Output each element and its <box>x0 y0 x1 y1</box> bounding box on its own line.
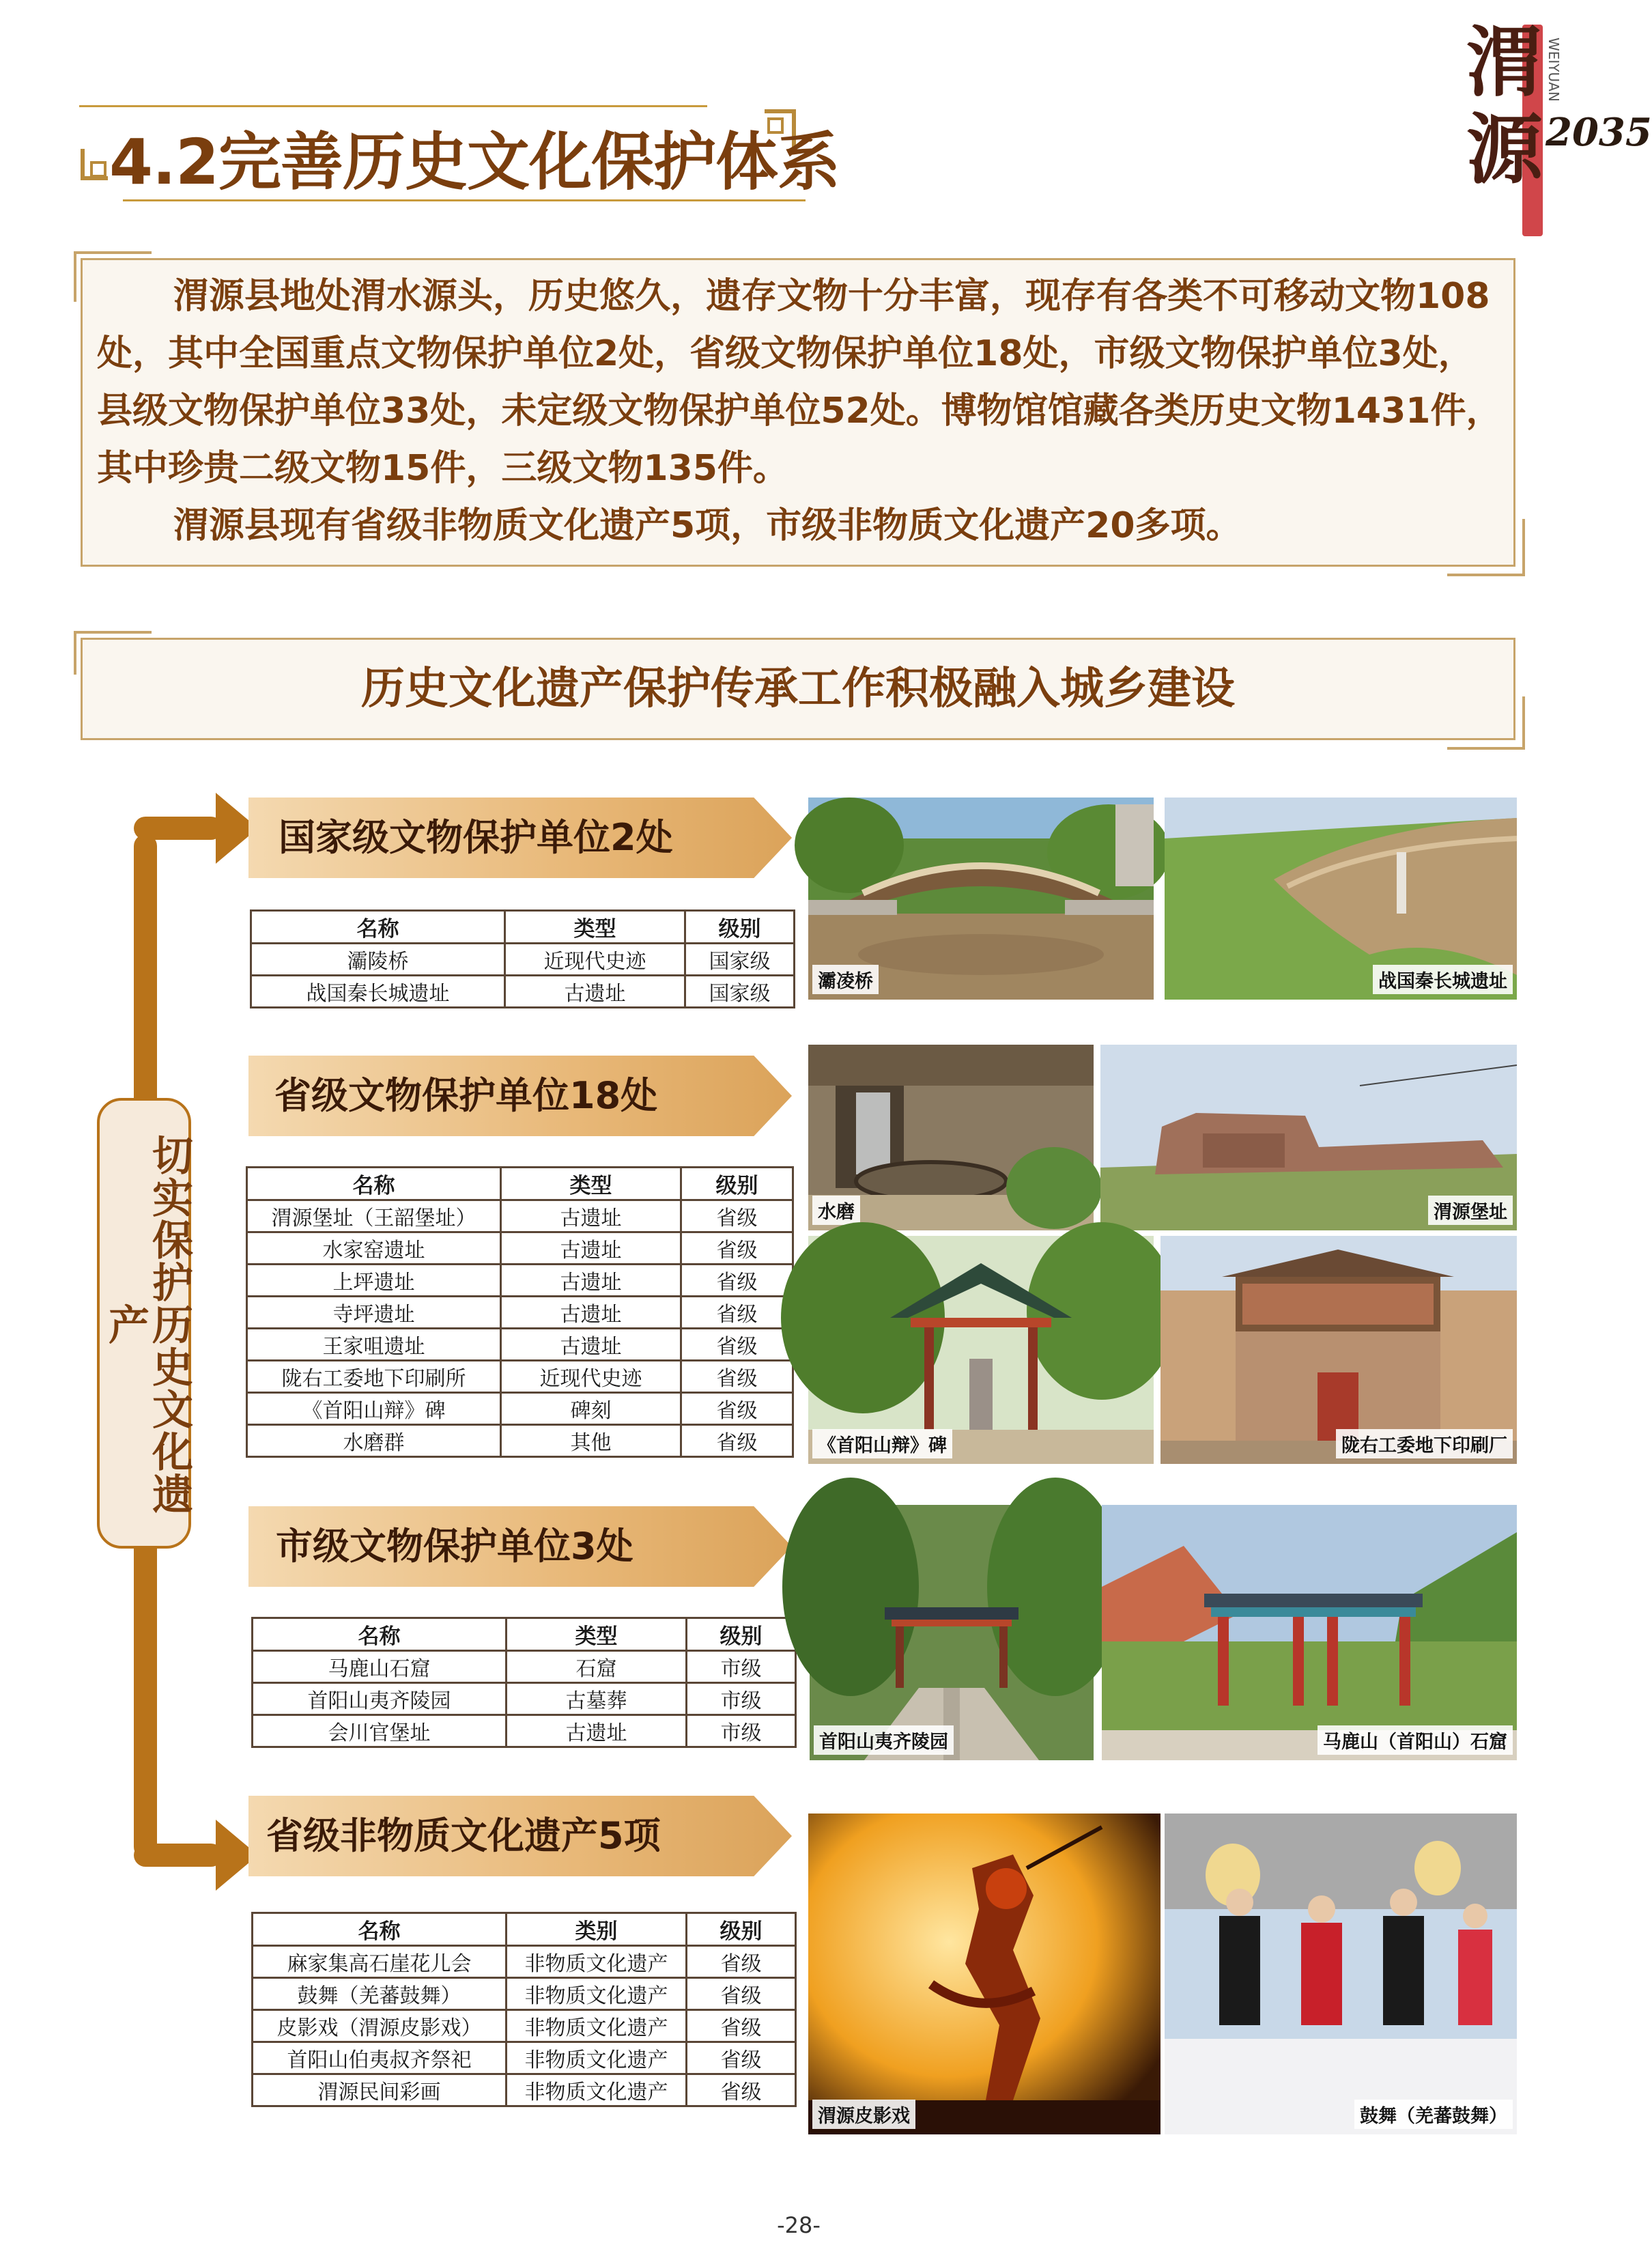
table-cell: 首阳山夷齐陵园 <box>253 1683 507 1715</box>
weiyuan-2035-logo <box>1466 18 1652 210</box>
table-row <box>253 2074 796 2106</box>
table-header-cell: 级别 <box>687 1618 796 1651</box>
table-cell: 马鹿山石窟 <box>253 1651 507 1683</box>
table-cell: 省级 <box>681 1425 793 1457</box>
photo-caption: 《首阳山辩》碑 <box>812 1429 952 1458</box>
table-row <box>247 1361 793 1393</box>
page-number: -28- <box>777 2212 821 2238</box>
bracket-bottom-bar <box>134 1844 223 1867</box>
table-header-cell: 名称 <box>247 1168 501 1200</box>
table-row <box>247 1425 793 1457</box>
table-cell: 其他 <box>501 1425 681 1457</box>
title-ornament-left-inner <box>90 161 106 178</box>
table-cell: 省级 <box>687 2074 796 2106</box>
table-header-cell: 类型 <box>507 1618 687 1651</box>
table-cell: 渭源民间彩画 <box>253 2074 507 2106</box>
shadow-puppet-illustration <box>808 1814 1160 2134</box>
table-cell: 古遗址 <box>501 1232 681 1265</box>
table-cell: 上坪遗址 <box>247 1265 501 1297</box>
table-header-cell: 级别 <box>685 911 795 944</box>
table-row <box>247 1265 793 1297</box>
table-cell: 国家级 <box>685 976 795 1008</box>
photo-printing-house <box>1160 1236 1517 1464</box>
table-cell: 古遗址 <box>501 1297 681 1329</box>
table-header-cell: 名称 <box>253 1618 507 1651</box>
table-cell: 近现代史迹 <box>501 1361 681 1393</box>
table-cell: 古遗址 <box>507 1715 687 1747</box>
table-cell: 渭源堡址（王韶堡址） <box>247 1200 501 1232</box>
table-row <box>251 944 795 976</box>
table-cell: 省级 <box>687 1978 796 2010</box>
table-header-cell: 类型 <box>505 911 685 944</box>
table-cell: 王家咀遗址 <box>247 1329 501 1361</box>
photo-drum-dance <box>1165 1814 1517 2134</box>
table-cell: 近现代史迹 <box>505 944 685 976</box>
table-cell: 市级 <box>687 1651 796 1683</box>
table-cell: 麻家集高石崖花儿会 <box>253 1946 507 1978</box>
table-cell: 古遗址 <box>501 1329 681 1361</box>
intro-text <box>97 268 1503 554</box>
table-cell: 非物质文化遗产 <box>507 2074 687 2106</box>
section-city-title: 市级文物保护单位3处 <box>276 1525 633 1568</box>
table-cell: 石窟 <box>507 1651 687 1683</box>
table-cell: 皮影戏（渭源皮影戏） <box>253 2010 507 2042</box>
photo-caption: 灞凌桥 <box>812 965 879 994</box>
cemetery-gate-illustration <box>810 1505 1094 1760</box>
photo-caption: 鼓舞（羌蕃鼓舞） <box>1354 2100 1513 2129</box>
table-cell: 非物质文化遗产 <box>507 1946 687 1978</box>
page-title: 4.2完善历史文化保护体系 <box>109 126 840 199</box>
table-cell: 非物质文化遗产 <box>507 1978 687 2010</box>
table-cell: 寺坪遗址 <box>247 1297 501 1329</box>
table-cell: 战国秦长城遗址 <box>251 976 505 1008</box>
photo-malu-grottoes <box>1102 1505 1517 1760</box>
photo-caption: 陇右工委地下印刷厂 <box>1336 1429 1513 1458</box>
photo-baling-bridge <box>808 798 1154 1000</box>
table-row <box>247 1393 793 1425</box>
photo-weiyuan-fort <box>1100 1045 1517 1230</box>
table-cell: 省级 <box>681 1232 793 1265</box>
table-cell: 省级 <box>681 1265 793 1297</box>
section-city-table <box>251 1617 797 1748</box>
table-cell: 非物质文化遗产 <box>507 2042 687 2074</box>
table-row <box>247 1232 793 1265</box>
table-cell: 陇右工委地下印刷所 <box>247 1361 501 1393</box>
side-label-text: 切实保护历史文化遗产 <box>102 1134 193 1515</box>
table-row <box>253 1978 796 2010</box>
table-cell: 鼓舞（羌蕃鼓舞） <box>253 1978 507 2010</box>
table-cell: 古遗址 <box>505 976 685 1008</box>
table-header-cell: 级别 <box>687 1913 796 1946</box>
section-intangible-title: 省级非物质文化遗产5项 <box>266 1814 661 1857</box>
table-cell: 市级 <box>687 1683 796 1715</box>
table-cell: 省级 <box>681 1200 793 1232</box>
photo-caption: 马鹿山（首阳山）石窟 <box>1318 1725 1513 1755</box>
banner-heading: 历史文化遗产保护传承工作积极融入城乡建设 <box>361 664 1235 714</box>
photo-yiqi-cemetery <box>810 1505 1094 1760</box>
section-national-table <box>250 909 795 1008</box>
table-row <box>251 976 795 1008</box>
photo-water-mill <box>808 1045 1094 1230</box>
table-row <box>247 1200 793 1232</box>
table-cell: 碑刻 <box>501 1393 681 1425</box>
table-header-row <box>251 911 795 944</box>
table-cell: 省级 <box>681 1361 793 1393</box>
photo-shouyang-stele <box>808 1236 1154 1464</box>
table-cell: 省级 <box>681 1297 793 1329</box>
table-header-row <box>247 1168 793 1200</box>
section-provincial-title: 省级文物保护单位18处 <box>274 1074 658 1117</box>
table-cell: 省级 <box>687 1946 796 1978</box>
table-cell: 首阳山伯夷叔齐祭祀 <box>253 2042 507 2074</box>
logo-chinese-text: 渭源 <box>1466 18 1543 195</box>
table-cell: 省级 <box>687 2042 796 2074</box>
table-cell: 非物质文化遗产 <box>507 2010 687 2042</box>
photo-shadow-puppet <box>808 1814 1160 2134</box>
section-national-title: 国家级文物保护单位2处 <box>279 816 673 859</box>
table-header-cell: 名称 <box>251 911 505 944</box>
table-header-row <box>253 1913 796 1946</box>
table-row <box>253 2042 796 2074</box>
table-header-cell: 类型 <box>501 1168 681 1200</box>
table-row <box>247 1297 793 1329</box>
table-row <box>253 1683 796 1715</box>
intro-paragraph-2: 渭源县现有省级非物质文化遗产5项，市级非物质文化遗产20多项。 <box>173 505 1242 546</box>
table-cell: 水家窑遗址 <box>247 1232 501 1265</box>
grottoes-gate-illustration <box>1102 1505 1517 1760</box>
table-header-row <box>253 1618 796 1651</box>
table-cell: 古遗址 <box>501 1265 681 1297</box>
intro-paragraph-1: 渭源县地处渭水源头，历史悠久，遗存文物十分丰富，现存有各类不可移动文物108处，其中全国重点文物保护单位2处，省级文物保护单位18处，市级文物保护单位3处，县级文物保护单位33处，未定级文物保护单位52处。博物馆馆藏各类历史文物1431件，其中珍贵二级文物15件，三级文物135件。 <box>97 276 1502 489</box>
table-cell: 省级 <box>687 2010 796 2042</box>
table-cell: 市级 <box>687 1715 796 1747</box>
table-cell: 灞陵桥 <box>251 944 505 976</box>
photo-caption: 首阳山夷齐陵园 <box>814 1725 954 1755</box>
table-cell: 水磨群 <box>247 1425 501 1457</box>
table-row <box>247 1329 793 1361</box>
table-cell: 《首阳山辩》碑 <box>247 1393 501 1425</box>
photo-caption: 渭源皮影戏 <box>812 2100 915 2129</box>
photo-caption: 战国秦长城遗址 <box>1373 965 1513 994</box>
logo-year-text: 2035 <box>1546 110 1652 155</box>
table-cell: 省级 <box>681 1329 793 1361</box>
table-row <box>253 1651 796 1683</box>
table-header-cell: 级别 <box>681 1168 793 1200</box>
table-row <box>253 1946 796 1978</box>
photo-caption: 水磨 <box>812 1196 860 1225</box>
photo-great-wall-ruins <box>1165 798 1517 1000</box>
section-provincial-table <box>246 1166 794 1458</box>
table-header-cell: 类别 <box>507 1913 687 1946</box>
bracket-top-bar <box>134 817 223 840</box>
table-cell: 国家级 <box>685 944 795 976</box>
table-cell: 古墓葬 <box>507 1683 687 1715</box>
photo-caption: 渭源堡址 <box>1428 1196 1513 1225</box>
drum-dance-illustration <box>1165 1814 1517 2134</box>
table-cell: 会川官堡址 <box>253 1715 507 1747</box>
header-top-line <box>79 105 707 107</box>
table-header-cell: 名称 <box>253 1913 507 1946</box>
logo-english-text: WEIYUAN <box>1546 38 1562 102</box>
table-row <box>253 2010 796 2042</box>
table-cell: 古遗址 <box>501 1200 681 1232</box>
section-intangible-table <box>251 1912 797 2107</box>
table-cell: 省级 <box>681 1393 793 1425</box>
table-row <box>253 1715 796 1747</box>
